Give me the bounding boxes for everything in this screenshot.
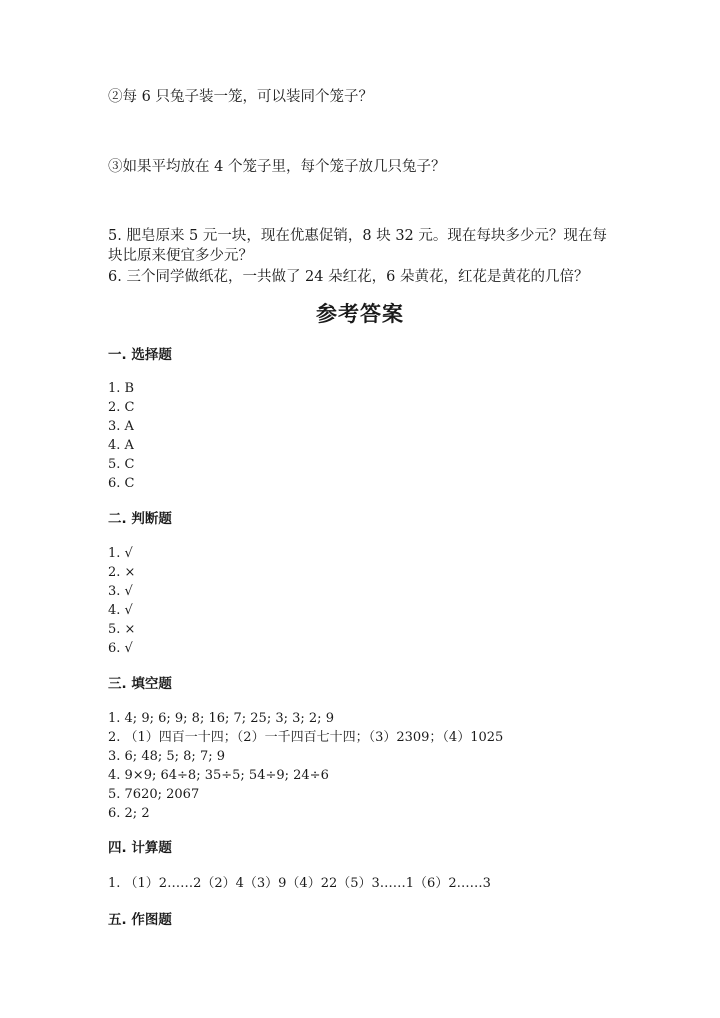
section-heading-calculation: 四. 计算题: [108, 840, 172, 856]
true-false-answers: [108, 544, 135, 658]
multiple-choice-answers: [108, 379, 134, 493]
list-item: 1. （1）2……2（2）4（3）9（4）22（5）3……1（6）2……3: [108, 876, 491, 891]
list-item: 6. C: [108, 476, 135, 491]
list-item: 4. 9×9; 64÷8; 35÷5; 54÷9; 24÷6: [108, 768, 329, 783]
list-item: 5. ×: [108, 622, 136, 637]
list-item: 3. A: [108, 419, 134, 434]
calculation-answers: [108, 874, 491, 893]
list-item: 2. （1）四百一十四；（2）一千四百七十四；（3）2309；（4）1025: [108, 730, 504, 745]
list-item: 3. 6; 48; 5; 8; 7; 9: [108, 749, 225, 764]
list-item: 6. √: [108, 641, 133, 656]
section-heading-true-false: 二. 判断题: [108, 511, 172, 527]
list-item: 1. 4; 9; 6; 9; 8; 16; 7; 25; 3; 3; 2; 9: [108, 711, 334, 726]
list-item: 3. √: [108, 584, 133, 599]
list-item: 1. √: [108, 546, 133, 561]
section-heading-drawing: 五. 作图题: [108, 912, 172, 928]
question-5-soap: 5. 肥皂原来 5 元一块，现在优惠促销，8 块 32 元。现在每块多少元？现在每块比原来便宜多少元？: [108, 228, 607, 264]
list-item: 5. 7620; 2067: [108, 787, 200, 802]
list-item: 4. A: [108, 438, 134, 453]
list-item: 2. C: [108, 400, 135, 415]
list-item: 4. √: [108, 603, 133, 618]
answer-key-title: 参考答案: [316, 302, 404, 326]
question-rabbit-part2: ②每 6 只兔子装一笼，可以装同个笼子？: [108, 89, 373, 105]
list-item: 2. ×: [108, 565, 136, 580]
section-heading-multiple-choice: 一. 选择题: [108, 347, 172, 363]
list-item: 5. C: [108, 457, 135, 472]
list-item: 6. 2; 2: [108, 806, 150, 821]
section-heading-fill-in: 三. 填空题: [108, 676, 172, 692]
list-item: 1. B: [108, 381, 135, 396]
question-6-paper-flowers: 6. 三个同学做纸花，一共做了 24 朵红花，6 朵黄花，红花是黄花的几倍？: [108, 269, 589, 285]
fill-in-answers: [108, 709, 503, 823]
question-rabbit-part3: ③如果平均放在 4 个笼子里，每个笼子放几只兔子？: [108, 159, 446, 175]
